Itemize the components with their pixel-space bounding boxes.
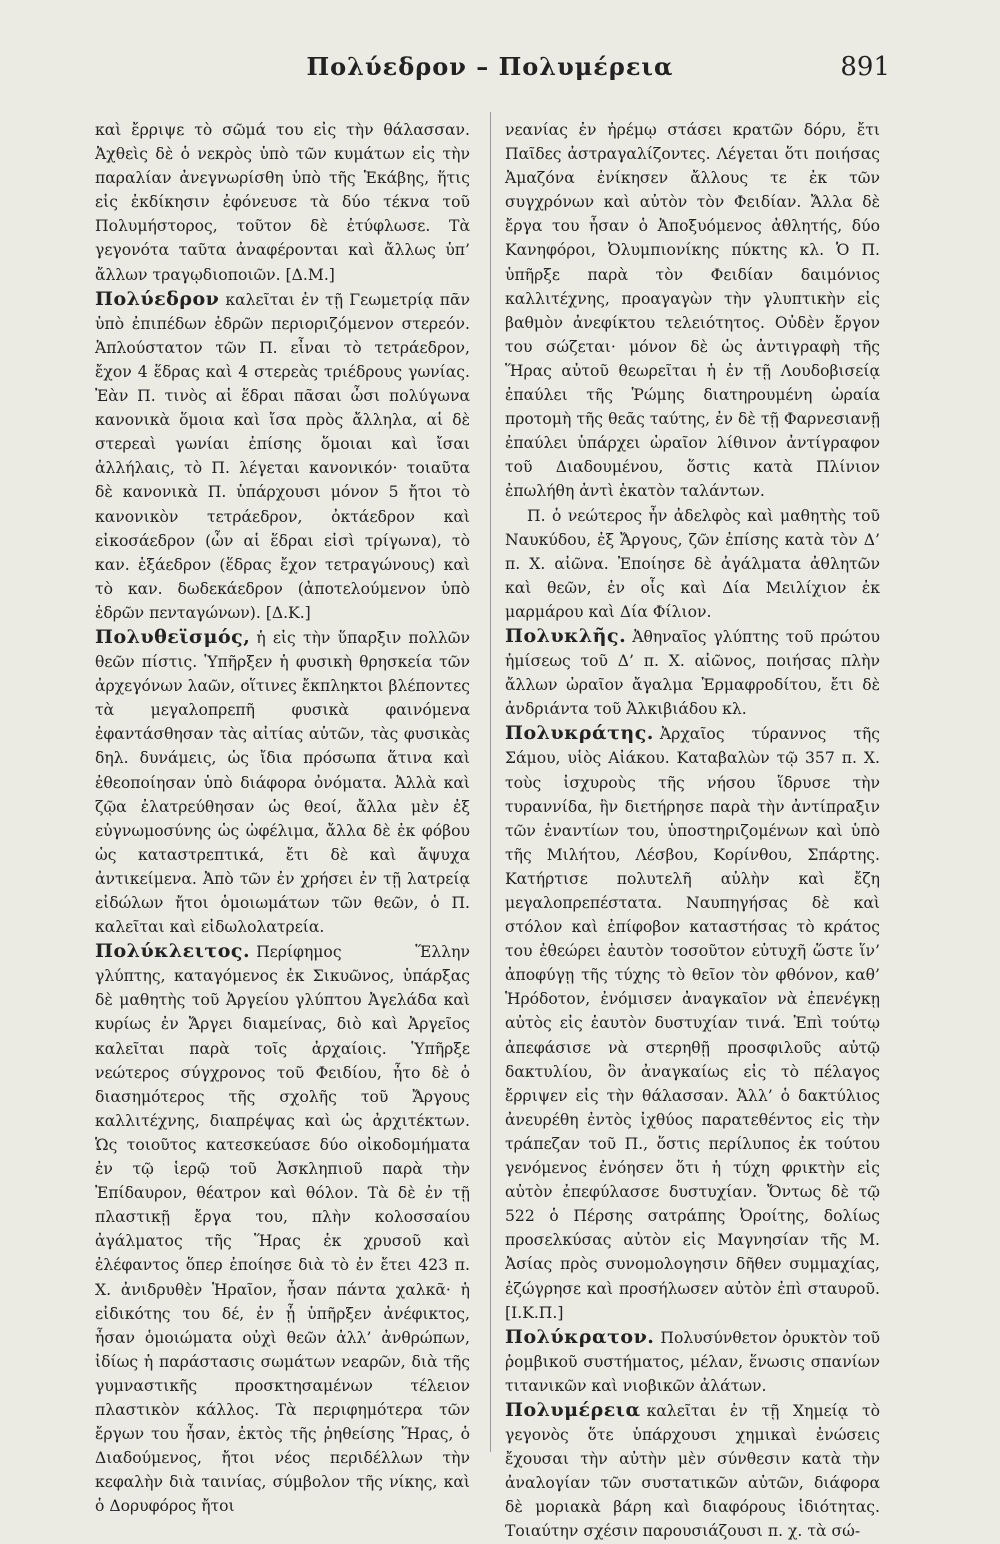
entry-body: καλεῖται ἐν τῇ Γεωμετρίᾳ πᾶν ὑπὸ ἐπιπέδων ἑδρῶν περιοριζόμενον στερεόν. Ἁπλούστατον τῶν Π. εἶναι τὸ τετράεδρον, ἔχον 4 ἕδρας καὶ 4 στερεὰς τριέδρους γωνίας. Ἐὰν Π. τινὸς αἱ ἕδραι πᾶσαι ὦσι πολύγωνα κανονικὰ ὅμοια καὶ ἴσα πρὸς ἄλληλα, αἱ δὲ στερεαὶ γωνίαι ἐπίσης ὅμοιαι καὶ ἴσαι ἀλλήλαις, τὸ Π. λέγεται κανονικόν· τοιαῦτα δὲ κανονικὰ Π. ὑπάρχουσι μόνον 5 ἤτοι τὸ κανονικὸν τετράεδρον, ὀκτάεδρον καὶ εἰκοσάεδρον (ὧν αἱ ἕδραι εἰσὶ τρίγωνα), τὸ καν. ἑξάεδρον (ἕδρας ἔχον τετραγώνους) καὶ τὸ καν. δωδεκάεδρον (ἀποτελούμενον ὑπὸ ἑδρῶν πενταγώνων). [Δ.Κ.] xyxy=(95,290,470,622)
entry-body: καλεῖται ἐν τῇ Χημείᾳ τὸ γεγονὸς ὅτε ὑπάρχουσι χημικαὶ ἑνώσεις ἔχουσαι τὴν αὐτὴν μὲν σύνθεσιν κατὰ τὴν ἀναλογίαν τῶν συστατικῶν αὐτῶν, διάφορα δὲ μοριακὰ βάρη καὶ διαφόρους ἰδιότητας. Τοιαύτην σχέσιν παρουσιάζουσι π. χ. τὰ σώ- xyxy=(505,1401,880,1541)
entry-headword: Πολυμέρεια xyxy=(505,1398,641,1421)
entry-headword: Πολυθεϊσμός, xyxy=(95,625,251,648)
entry-headword: Πολυκράτης. xyxy=(505,722,654,745)
page-number: 891 xyxy=(840,52,890,82)
entry-body: Πολυσύνθετον ὀρυκτὸν τοῦ ῥομβικοῦ συστήματος, μέλαν, ἕνωσις σπανίων τιτανικῶν καὶ νιοβικῶν ἀλάτων. xyxy=(505,1328,880,1395)
entry-polykleitos xyxy=(95,939,470,1518)
entry-polykrates xyxy=(505,721,880,1324)
column-divider xyxy=(490,112,491,1452)
left-column xyxy=(95,118,470,1518)
page-header xyxy=(90,52,890,92)
entry-body: ἡ εἰς τὴν ὕπαρξιν πολλῶν θεῶν πίστις. Ὑπῆρξεν ἡ φυσικὴ θρησκεία τῶν ἀρχεγόνων λαῶν, οἵτινες ἔκπληκτοι βλέποντες τὰ μεγαλοπρεπῆ φυσικὰ φαινόμενα ἐφαντάσθησαν τὰς αἰτίας αὐτῶν, τὰς φυσικὰς δηλ. δυνάμεις, ὡς ἴδια πρόσωπα ἅτινα καὶ ἐθεοποίησαν ὑπὸ διάφορα ὀνόματα. Ἀλλὰ καὶ ζῷα ἐλατρεύθησαν ὡς θεοί, ἄλλα μὲν ἐξ εὐγνωμοσύνης ὡς ὠφέλιμα, ἄλλα δὲ ἐκ φόβου ὡς καταστρεπτικά, ἔτι δὲ καὶ ἄψυχα ἀντικείμενα. Ἀπὸ τῶν ἐν χρήσει ἐν τῇ λατρείᾳ εἰδώλων ἤτοι ὁμοιωμάτων τῶν θεῶν, ὁ Π. καλεῖται καὶ εἰδωλολατρεία. xyxy=(95,628,470,937)
entry-polytheismos xyxy=(95,625,470,939)
paragraph-polykleitos-younger: Π. ὁ νεώτερος ἦν ἀδελφὸς καὶ μαθητὴς τοῦ Ναυκύδου, ἐξ Ἄργους, ζῶν ἐπίσης κατὰ τὸν Δ’ π. Χ. αἰῶνα. Ἐποίησε δὲ ἀγάλματα ἀθλητῶν καὶ θεῶν, ἐν οἷς καὶ Δία Μειλίχιον ἐκ μαρμάρου καὶ Δία Φίλιον. xyxy=(505,506,880,621)
entry-body: Περίφημος Ἕλλην γλύπτης, καταγόμενος ἐκ Σικυῶνος, ὑπάρξας δὲ μαθητὴς τοῦ Ἀργείου γλύπτου Ἀγελάδα καὶ κυρίως ἐν Ἄργει διαμείνας, διὸ καὶ Ἀργεῖος καλεῖται παρὰ τοῖς ἀρχαίοις. Ὑπῆρξε νεώτερος σύγχρονος τοῦ Φειδίου, ἦτο δὲ ὁ διασημότερος τῆς σχολῆς τοῦ Ἄργους καλλιτέχνης, διαπρέψας καὶ ὡς ἀρχιτέκτων. Ὡς τοιοῦτος κατεσκεύασε δύο οἰκοδομήματα ἐν τῷ ἱερῷ τοῦ Ἀσκληπιοῦ παρὰ τὴν Ἐπίδαυρον, θέατρον καὶ θόλον. Τὰ δὲ ἐν τῇ πλαστικῇ ἔργα του, πλὴν κολοσσαίου ἀγάλματος τῆς Ἥρας ἐκ χρυσοῦ καὶ ἐλέφαντος ὅπερ ἐποίησε διὰ τὸ ἐν ἔτει 423 π. Χ. ἀνιδρυθὲν Ἡραῖον, ἦσαν πάντα χαλκᾶ· ἡ εἰδικότης του δέ, ἐν ᾗ ὑπῆρξεν ἀνέφικτος, ἦσαν ὁμοιώματα οὐχὶ θεῶν ἀλλ’ ἀνθρώπων, ἰδίως ἡ παράστασις σωμάτων νεαρῶν, διὰ τῆς γυμναστικῆς προσκτησαμένων τέλειον πλαστικὸν κάλλος. Τὰ περιφημότερα τῶν ἔργων του ἦσαν, ἐκτὸς τῆς ῥηθείσης Ἥρας, ὁ Διαδούμενος, ἤτοι νέος περιδέλλων τὴν κεφαλὴν διὰ ταινίας, σύμβολον τῆς νίκης, καὶ ὁ Δορυφόρος ἤτοι xyxy=(95,943,470,1516)
entry-headword: Πολύκλειτος. xyxy=(95,940,251,963)
continued-paragraph: νεανίας ἐν ἠρέμῳ στάσει κρατῶν δόρυ, ἔτι Παῖδες ἀστραγαλίζοντες. Λέγεται ὅτι ποιήσας Ἀμαζόνα ἐνίκησεν ἄλλους τε ἐκ τῶν συγχρόνων καὶ αὐτὸν τὸν Φειδίαν. Ἄλλα δὲ ἔργα του ἦσαν ὁ Ἀποξυόμενος ἀθλητής, δύο Κανηφόροι, Ὀλυμπιονίκης πύκτης κλ. Ὁ Π. ὑπῆρξε παρὰ τὸν Φειδίαν δαιμόνιος καλλιτέχνης, προαγαγὼν τὴν γλυπτικὴν εἰς βαθμὸν ἀνεφίκτου τελειότητος. Οὐδὲν ἔργον του σώζεται· μόνον δὲ ὡς ἀντιγραφὴ τῆς Ἥρας αὐτοῦ θεωρεῖται ἡ ἐν τῇ Λουδοβισείᾳ ἐπαύλει τῆς Ῥώμης διατηρουμένη ὡραία προτομὴ τῆς θεᾶς ταύτης, ἐν δὲ τῇ Φαρνεσιανῇ ἐπαύλει ὑπάρχει ὡραῖον λίθινον ἀντίγραφον τοῦ Διαδουμένου, ὅστις κατὰ Πλίνιον ἐπωλήθη ἀντὶ ἑκατὸν ταλάντων. xyxy=(505,121,880,501)
entry-polymereia xyxy=(505,1398,880,1544)
continued-paragraph: καὶ ἔρριψε τὸ σῶμά του εἰς τὴν θάλασσαν. Ἀχθεὶς δὲ ὁ νεκρὸς ὑπὸ τῶν κυμάτων εἰς τὴν παραλίαν ἀνεγνωρίσθη ὑπὸ τῆς Ἑκάβης, ἥτις εἰς ἐκδίκησιν ἐφόνευσε τὰ δύο τέκνα τοῦ Πολυμήστορος, τοῦτον δὲ ἐτύφλωσε. Τὰ γεγονότα ταῦτα ἀναφέρονται καὶ ἄλλως ὑπ’ ἄλλων τραγῳδιοποιῶν. [Δ.Μ.] xyxy=(95,121,470,284)
right-column xyxy=(505,118,880,1544)
entry-polyedron xyxy=(95,287,470,625)
entry-headword: Πολύεδρον xyxy=(95,287,220,310)
running-title: Πολύεδρον – Πολυμέρεια xyxy=(306,52,674,81)
entry-headword: Πολυκλῆς. xyxy=(505,624,627,647)
entry-polykles xyxy=(505,624,880,721)
entry-headword: Πολύκρατον. xyxy=(505,1325,655,1348)
entry-body: Ἀθηναῖος γλύπτης τοῦ πρώτου ἡμίσεως τοῦ Δ’ π. Χ. αἰῶνος, ποιήσας πλὴν ἄλλων ὡραῖον ἄγαλμα Ἑρμαφροδίτου, ἔτι δὲ ἀνδριάντα τοῦ Ἀλκιβιάδου κλ. xyxy=(505,627,880,719)
entry-polykraton xyxy=(505,1325,880,1398)
entry-body: Ἀρχαῖος τύραννος τῆς Σάμου, υἱὸς Αἰάκου. Καταβαλὼν τῷ 357 π. Χ. τοὺς ἰσχυροὺς τῆς νήσου ἵδρυσε τὴν τυραννίδα, ἣν διετήρησε παρὰ τὴν ἀντίπραξιν τῶν ἐναντίων του, ὑποστηριζομένων καὶ ὑπὸ τῆς Μιλήτου, Λέσβου, Κορίνθου, Σπάρτης. Κατήρτισε πολυτελῆ αὐλὴν καὶ ἔζη μεγαλοπρεπέστατα. Ναυπηγήσας δὲ καὶ στόλον καὶ ἐπίφοβον καταστήσας τὸ κράτος του ἐθεώρει ἑαυτὸν τοσοῦτον εὐτυχῆ ὥστε ἵν’ ἀποφύγῃ τῆς τύχης τὸ θεῖον τὸν φθόνον, καθ’ Ἡρόδοτον, ἐνόμισεν ἀναγκαῖον νὰ ἐπενέγκῃ αὐτὸς εἰς ἑαυτὸν δυστυχίαν τινά. Ἐπὶ τούτῳ ἀπεφάσισε νὰ στερηθῇ προσφιλοῦς αὐτῷ δακτυλίου, ὃν ἀναγκαίως εἰς τὸ πέλαγος ἔρριψεν εἰς τὴν θάλασσαν. Ἀλλ’ ὁ δακτύλιος ἀνευρέθη ἐντὸς ἰχθύος παρατεθέντος εἰς τὴν τράπεζαν τοῦ Π., ὅστις περίλυπος ἐκ τούτου γενόμενος ἐνόησεν ὅτι ἡ τύχη φρικτὴν εἰς αὐτὸν ἐπεφύλασσε δυστυχίαν. Ὄντως δὲ τῷ 522 ὁ Πέρσης σατράπης Ὀροίτης, δολίως προσελκύσας αὐτὸν εἰς Μαγνησίαν τῆς Μ. Ἀσίας πρὸς συνομολογησιν δῆθεν συμμαχίας, ἐζώγρησε καὶ προσήλωσεν αὐτὸν ἐπὶ σταυροῦ. [Ι.Κ.Π.] xyxy=(505,725,880,1322)
